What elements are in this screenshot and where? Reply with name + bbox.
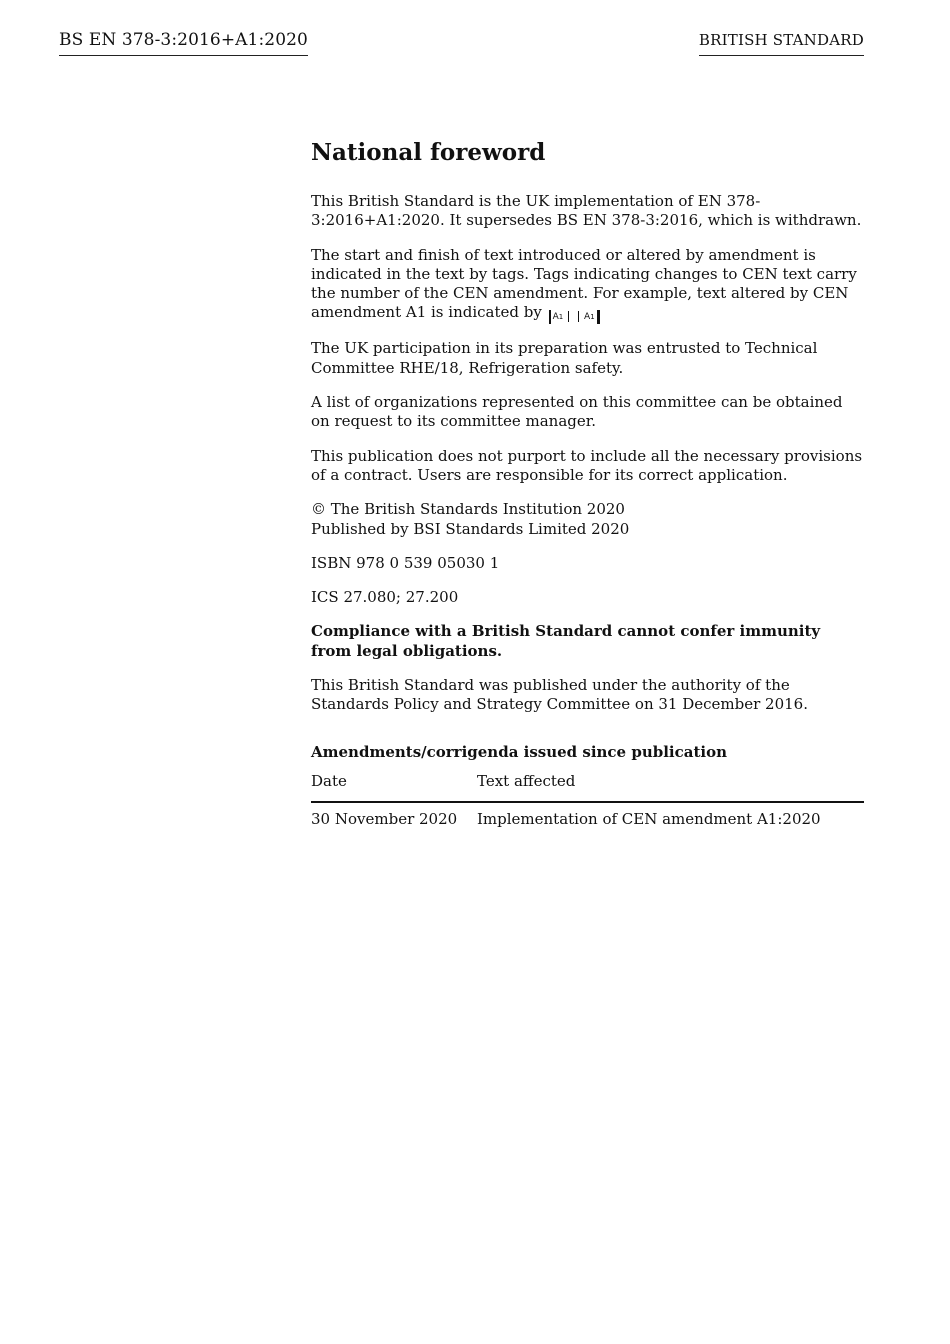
paragraph-compliance: Compliance with a British Standard cannot confer immunity from legal obligations.: [311, 622, 821, 660]
header-document-number: BS EN 378-3:2016+A1:2020: [59, 30, 308, 56]
table-row: [311, 802, 864, 829]
paragraph-ics: ICS 27.080; 27.200: [311, 588, 459, 607]
table-header-row: [311, 772, 864, 802]
amendment-date: 30 November 2020: [311, 809, 458, 828]
paragraph-organizations: A list of organizations represented on this committee can be obtained on request to its committee manager.: [311, 393, 843, 431]
paragraph-implementation: This British Standard is the UK implementation of EN 378-3:2016+A1:2020. It supersedes BS EN 378-3:2016, which is withdrawn.: [311, 192, 862, 230]
column-header-text-affected: Text affected: [477, 772, 864, 802]
paragraph-provisions: This publication does not purport to include all the necessary provisions of a contract. Users are responsible for its correct application.: [311, 446, 863, 484]
column-header-date: Date: [311, 772, 477, 802]
amendment-close-tag-icon: A1: [578, 310, 600, 324]
amendments-title: Amendments/corrigenda issued since publication: [311, 742, 727, 761]
copyright-line: © The British Standards Institution 2020: [311, 500, 625, 519]
paragraph-committee: The UK participation in its preparation was entrusted to Technical Committee RHE/18, Refrigeration safety.: [311, 339, 818, 377]
paragraph-copyright: [311, 500, 864, 539]
foreword-content: [311, 138, 864, 829]
amendments-table: [311, 772, 864, 829]
amendment-text-affected: Implementation of CEN amendment A1:2020: [477, 809, 821, 828]
header-british-standard: BRITISH STANDARD: [699, 31, 864, 56]
page-title: National foreword: [311, 139, 546, 166]
paragraph-authority: This British Standard was published under the authority of the Standards Policy and Strategy Committee on 31 December 2016.: [311, 676, 808, 714]
paragraph-amendment-tags: [311, 246, 864, 325]
amendment-open-tag-icon: A1: [549, 310, 570, 324]
publisher-line: Published by BSI Standards Limited 2020: [311, 519, 630, 538]
paragraph-amendment-tags-text: The start and finish of text introduced or altered by amendment is indicated in the text by tags. Tags indicating changes to CEN text carry the number of the CEN amendment. For example, text altered by CEN amendment A1 is indicated by: [311, 245, 857, 322]
paragraph-isbn: ISBN 978 0 539 05030 1: [311, 553, 500, 572]
